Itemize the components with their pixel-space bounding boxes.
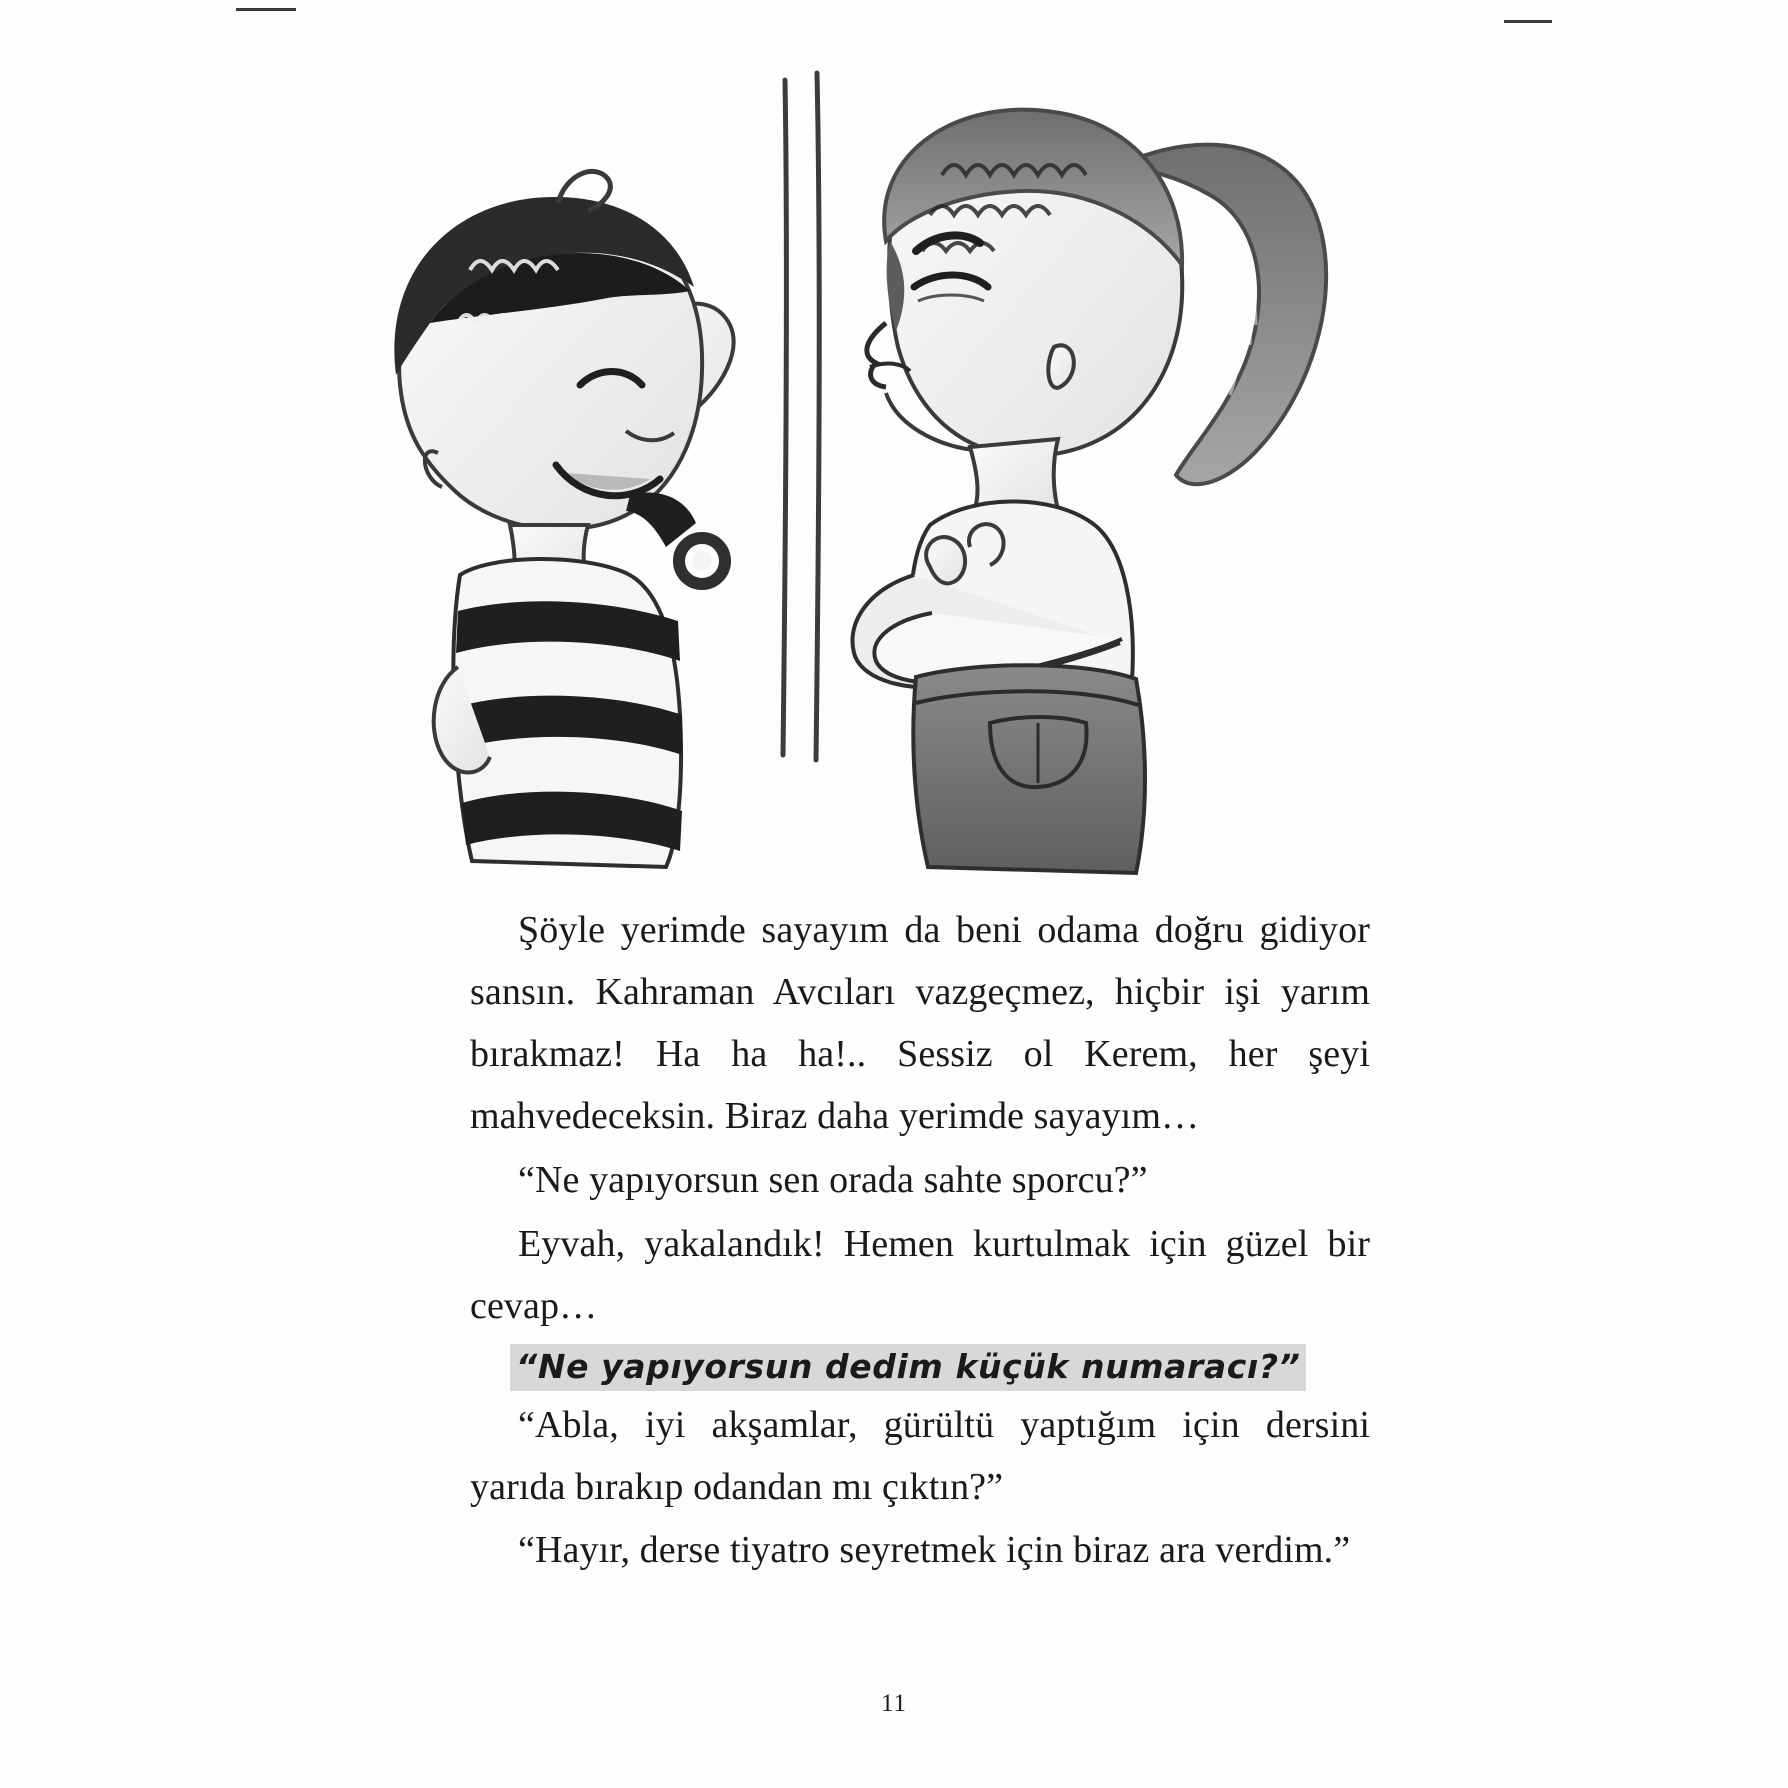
crop-mark-top-left xyxy=(236,8,296,11)
girl-character xyxy=(852,110,1326,873)
chapter-illustration xyxy=(330,55,1460,885)
paragraph-4: “Abla, iyi akşamlar, gürültü yaptığım için dersini yarıda bırakıp odandan mı çıktın?” xyxy=(470,1403,1370,1508)
page-number: 11 xyxy=(880,1690,908,1717)
paragraph-1: Şöyle yerimde sayayım da beni odama doğru gidiyor sansın. Kahraman Avcıları vazgeçmez, hiçbir işi yarım bırakmaz! Ha ha ha!.. Sessiz ol Kerem, her şeyi mahvedeceksin. Biraz daha yerimde sayayım… xyxy=(470,909,1370,1137)
paragraph-5: “Hayır, derse tiyatro seyretmek için biraz ara verdim.” xyxy=(518,1529,1351,1572)
paragraph-3: Eyvah, yakalandık! Hemen kurtulmak için güzel bir cevap… xyxy=(470,1222,1370,1327)
door-frame-lines xyxy=(783,73,819,760)
crop-mark-top-right xyxy=(1504,20,1552,23)
door-knob xyxy=(679,538,725,584)
highlighted-dialogue-wrapper xyxy=(470,1344,1370,1391)
highlighted-dialogue: “Ne yapıyorsun dedim küçük numaracı?” xyxy=(510,1344,1306,1391)
paragraph-2: “Ne yapıyorsun sen orada sahte sporcu?” xyxy=(518,1158,1148,1201)
page-text xyxy=(470,900,1370,1584)
boy-character xyxy=(394,171,733,867)
